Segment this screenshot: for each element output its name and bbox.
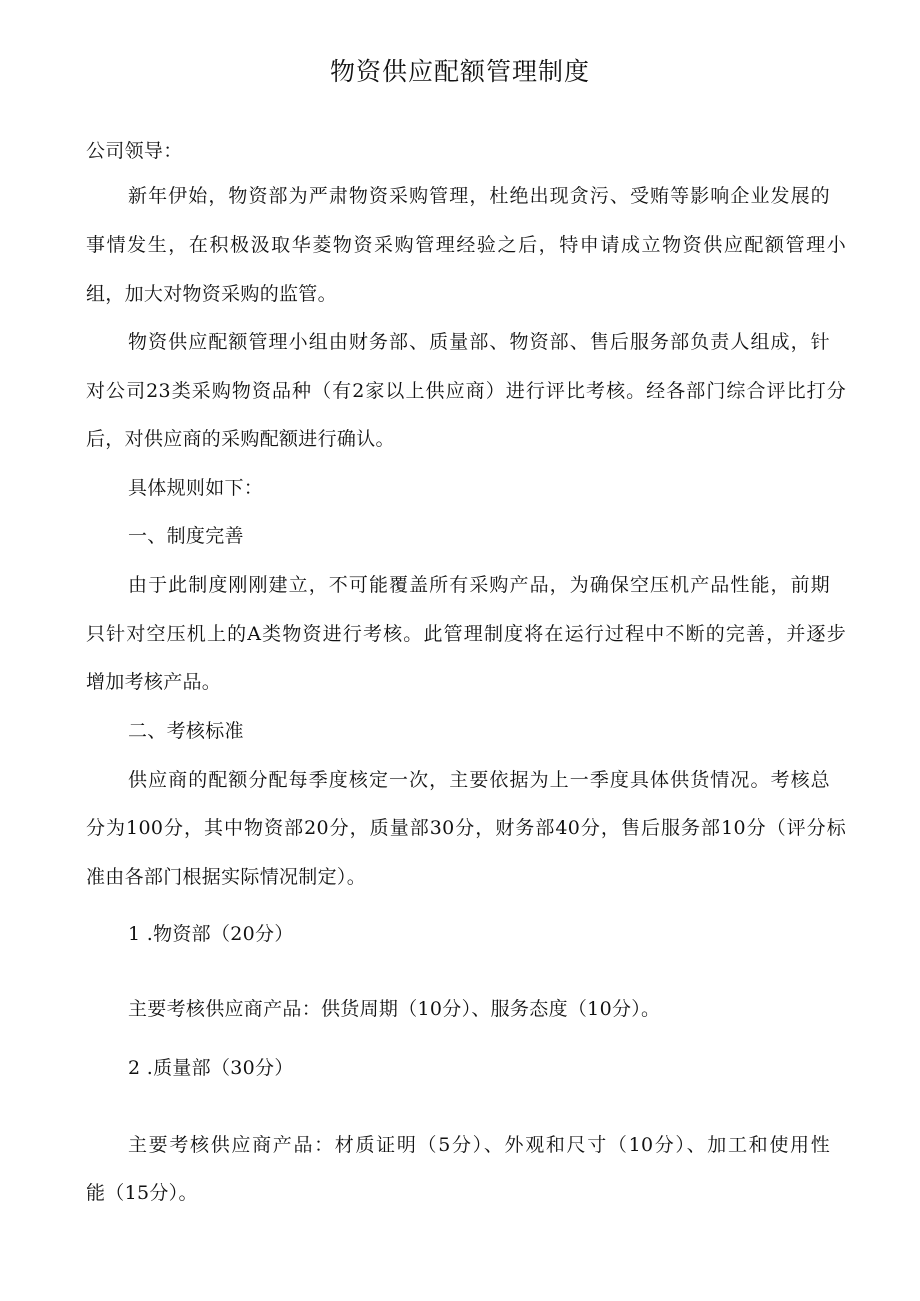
section-1-line-2: 只针对空压机上的A类物资进行考核。此管理制度将在运行过程中不断的完善，并逐步 [86, 623, 846, 645]
document-title: 物资供应配额管理制度 [329, 57, 590, 86]
paragraph-1-line-2: 事情发生，在积极汲取华菱物资采购管理经验之后，特申请成立物资供应配额管理小 [86, 234, 846, 256]
paragraph-1-line-3: 组，加大对物资采购的监管。 [86, 283, 337, 305]
section-2-line-2: 分为100分，其中物资部20分，质量部30分，财务部40分，售后服务部10分（评分标 [86, 817, 846, 839]
item-1-heading: 1 .物资部（20分） [128, 923, 294, 945]
section-2-heading: 二、考核标准 [128, 720, 244, 742]
paragraph-2-line-2: 对公司23类采购物资品种（有2家以上供应商）进行评比考核。经各部门综合评比打分 [86, 380, 846, 402]
section-1-heading: 一、制度完善 [128, 525, 244, 547]
rules-intro: 具体规则如下： [128, 477, 264, 499]
item-2-line-2: 能（15分）。 [86, 1182, 198, 1204]
item-2-heading: 2 .质量部（30分） [128, 1057, 294, 1079]
item-1-text: 主要考核供应商产品：供货周期（10分）、服务态度（10分）。 [128, 998, 661, 1020]
section-1-line-3: 增加考核产品。 [86, 671, 222, 693]
item-2-line-1: 主要考核供应商产品：材质证明（5分）、外观和尺寸（10分）、加工和使用性 [128, 1134, 830, 1156]
section-1-line-1: 由于此制度刚刚建立，不可能覆盖所有采购产品，为确保空压机产品性能，前期 [128, 574, 830, 596]
paragraph-1-line-1: 新年伊始，物资部为严肃物资采购管理，杜绝出现贪污、受贿等影响企业发展的 [128, 185, 830, 207]
section-2-line-3: 准由各部门根据实际情况制定）。 [86, 866, 367, 888]
paragraph-2-line-3: 后，对供应商的采购配额进行确认。 [86, 428, 395, 450]
salutation: 公司领导： [86, 140, 183, 162]
paragraph-2-line-1: 物资供应配额管理小组由财务部、质量部、物资部、售后服务部负责人组成，针 [128, 331, 830, 353]
section-2-line-1: 供应商的配额分配每季度核定一次，主要依据为上一季度具体供货情况。考核总 [128, 769, 830, 791]
